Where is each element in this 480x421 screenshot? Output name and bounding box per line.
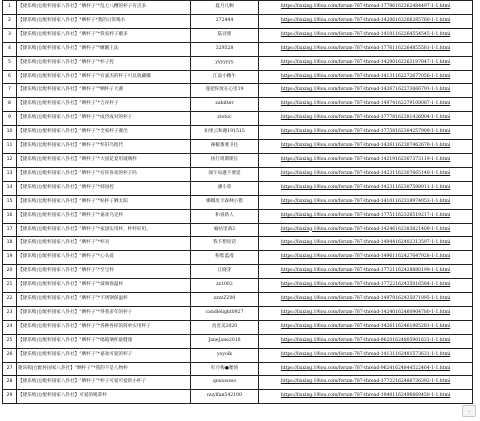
post-link[interactable]: https://lixxing.19lou.com/forum-787-thread-17761162264855581-1-1.html — [259, 42, 473, 56]
table-row — [3, 279, 473, 293]
post-author: 我不想说话 — [191, 237, 259, 251]
post-title: 【捷乐购|仓配杯国家八卦社】“晒杯子”*玻璃保温杯 — [17, 279, 191, 293]
post-link[interactable]: https://lixxing.19lou.com/forum-787-thread-14246162383821409-1-1.html — [259, 223, 473, 237]
row-index: 3 — [3, 28, 17, 42]
table-row — [3, 265, 473, 279]
post-author: 潘小荣 — [191, 181, 259, 195]
post-link[interactable]: https://lixxing.19lou.com/forum-787-thread-14961162427047928-1-1.html — [259, 251, 473, 265]
post-link[interactable]: https://lixxing.19lou.com/forum-787-thread-14261162461985281-1-1.html — [259, 320, 473, 334]
post-author: 江晓芽 — [191, 265, 259, 279]
post-title: 【捷乐购|仓配杯国家八卦社】*晒杯子*我的日常喝水 — [17, 14, 191, 28]
post-link[interactable]: https://lixxing.19lou.com/forum-787-thread-14101162318974053-1-1.html — [259, 195, 473, 209]
table-row — [3, 28, 473, 42]
post-title: 【捷乐购|仓配杯国家八卦社】“晒杯子”*贴杯子晒太阳 — [17, 195, 191, 209]
post-author: 陆诗蕾 — [191, 28, 259, 42]
post-link[interactable]: https://lixxing.19lou.com/forum-787-thread-17722162435016584-1-1.html — [259, 279, 473, 293]
post-author: 端午每逢不要追 — [191, 167, 259, 181]
table-row — [3, 251, 473, 265]
post-author: qnuuwsso — [191, 376, 259, 390]
post-author: 如果云和谢191515 — [191, 126, 259, 140]
post-link[interactable]: https://lixxing.19lou.com/forum-787-thread-14101162264554545-1-1.html — [259, 28, 473, 42]
post-title: 【捷乐购|仓配杯国家八卦社】“晒杯子”*吉祥杯子 — [17, 98, 191, 112]
post-author: 272444 — [191, 14, 259, 28]
table-row — [3, 320, 473, 334]
table-row — [3, 153, 473, 167]
post-link[interactable]: https://lixxing.19lou.com/forum-787-thread-14979162435071995-1-1.html — [259, 293, 473, 307]
post-link[interactable]: https://lixxing.19lou.com/forum-787-thread-17722162486736392-1-1.html — [259, 376, 473, 390]
post-author: zz1002 — [191, 279, 259, 293]
table-row — [3, 376, 473, 390]
table-row — [3, 195, 473, 209]
post-link[interactable]: https://lixxing.19lou.com/forum-787-thread-17721162428880199-1-1.html — [259, 265, 473, 279]
post-link[interactable]: https://lixxing.19lou.com/forum-787-thread-17758162304257909-1-1.html — [259, 126, 473, 140]
post-link[interactable]: https://lixxing.19lou.com/forum-787-thread-14231162307665140-1-1.html — [259, 167, 473, 181]
post-title: 【捷乐购|仓配杯国家八卦社】“晒杯子”*睡醒王法 — [17, 42, 191, 56]
post-link[interactable]: https://lixxing.19lou.com/forum-787-thread-14974162279108087-1-1.html — [259, 98, 473, 112]
row-index: 1 — [3, 1, 17, 15]
table-row — [3, 84, 473, 98]
row-index: 2 — [3, 14, 17, 28]
post-author: yyyyyyy — [191, 56, 259, 70]
table-row — [3, 167, 473, 181]
row-index: 10 — [3, 126, 17, 140]
post-title: 【捷乐购|仓配杯国家八卦社】“晒杯子”*杯具 — [17, 237, 191, 251]
post-link[interactable]: https://lixxing.19lou.com/forum-787-thread-17786162262484497-1-1.html — [259, 1, 473, 15]
table-row — [3, 42, 473, 56]
table-row — [3, 14, 473, 28]
post-title: 【捷乐购|仓配杯国家八卦社】“晒杯子”*各种各样的简单实用杯子 — [17, 320, 191, 334]
post-title: 【捷乐购|仓配杯国家八卦社】“晒杯子”*杯子控 — [17, 56, 191, 70]
table-row — [3, 126, 473, 140]
row-index: 26 — [3, 348, 17, 362]
post-title: 【捷乐购|仓配杯国家八卦社】“晒杯子”*至宝杯 — [17, 265, 191, 279]
post-author: yoyolk — [191, 348, 259, 362]
table-row — [3, 223, 473, 237]
post-link[interactable]: https://lixxing.19lou.com/forum-787-thread-14261162307462670-1-1.html — [259, 140, 473, 154]
table-row — [3, 334, 473, 348]
row-index: 23 — [3, 306, 17, 320]
row-index: 28 — [3, 376, 17, 390]
row-index: 18 — [3, 237, 17, 251]
post-link[interactable]: https://lixxing.19lou.com/forum-787-thread-14944162402313597-1-1.html — [259, 237, 473, 251]
post-title: 【捷乐购|仓配杯国家八卦社】“晒杯子”*韩国控 — [17, 181, 191, 195]
row-index: 19 — [3, 251, 17, 265]
row-index: 22 — [3, 293, 17, 307]
post-title: 【捷乐购|仓配杯国家八卦社】“晒杯子”*大国花宴用玻璃杯 — [17, 153, 191, 167]
post-link[interactable]: https://lixxing.19lou.com/forum-787-thread-14206163266285760-1-1.html — [259, 14, 473, 28]
table-row — [3, 70, 473, 84]
post-author: 喻咕里萌2 — [191, 223, 259, 237]
post-link[interactable]: https://lixxing.19lou.com/forum-787-thread-14231162307598911-1-1.html — [259, 181, 473, 195]
row-index: 20 — [3, 265, 17, 279]
post-title: 【捷乐购|仓配杯国家八卦社】“晒杯子”*杯子可爱可爱的小杯子 — [17, 376, 191, 390]
post-link[interactable]: https://lixxing.19lou.com/forum-787-thread-19401162496669450-1-1.html — [259, 390, 473, 404]
table-row — [3, 306, 473, 320]
row-index: 13 — [3, 167, 17, 181]
post-author: zabitter — [191, 98, 259, 112]
post-author: 夏月儿啊 — [191, 1, 259, 15]
post-author: 辣椒番薯卫往 — [191, 140, 259, 154]
post-title: 【捷乐购|仓配杯国家八卦社】“晒杯子”*家国实用杯，杯杯好用。 — [17, 223, 191, 237]
post-author: nuylfan542100 — [191, 390, 259, 404]
row-index: 11 — [3, 140, 17, 154]
post-link[interactable]: https://lixxing.19lou.com/forum-787-thread-17778162281426004-1-1.html — [259, 112, 473, 126]
table-body — [3, 1, 473, 404]
post-link[interactable]: https://lixxing.19lou.com/forum-787-thread-14290162263197847-1-1.html — [259, 56, 473, 70]
table-row — [3, 56, 473, 70]
post-link[interactable]: https://lixxing.19lou.com/forum-787-thread-14131162481573631-1-1.html — [259, 348, 473, 362]
post-title: 【捷乐购|仓配杯国家八卦社】“晒杯子”*不锈钢保温杯 — [17, 293, 191, 307]
post-author: 和睿新人 — [191, 209, 259, 223]
post-title: 【捷乐购|仓配杯国家八卦社】“晒杯子”*喝玻璃杯最健康 — [17, 334, 191, 348]
post-author: 执行周期斯长 — [191, 153, 259, 167]
post-author: zzzzZ200 — [191, 293, 259, 307]
table-row — [3, 140, 473, 154]
row-index: 6 — [3, 70, 17, 84]
post-author: 粉紫蓝漫 — [191, 251, 259, 265]
row-index: 8 — [3, 98, 17, 112]
post-title: 【捷乐购|仓配杯国家八卦社】可爱的喝掌杯 — [17, 390, 191, 404]
table-row — [3, 98, 473, 112]
post-title: 【捷乐购|仓配杯国家八卦社】“晒杯子”*有嘉杰的杯子可以收藏哦 — [17, 70, 191, 84]
post-author: ztotoc — [191, 112, 259, 126]
post-title: 【捷乐购|仓配杯国家八卦社】“晒杯子”*我家杯子蘑多 — [17, 28, 191, 42]
post-link[interactable]: https://lixxing.19lou.com/forum-787-thread-14219162307373119-1-1.html — [259, 153, 473, 167]
post-title: 【捷乐购|仓配杯国家八卦社】“晒杯子”*心头爱 — [17, 251, 191, 265]
post-author: 329528 — [191, 42, 259, 56]
row-index: 25 — [3, 334, 17, 348]
post-author: 红月梅●雅情 — [191, 362, 259, 376]
scroll-indicator[interactable]: ⌄ — [462, 405, 476, 417]
post-author: JaneJane2016 — [191, 334, 259, 348]
row-index: 7 — [3, 84, 17, 98]
post-link[interactable]: https://lixxing.19lou.com/forum-787-thread-17751162326519217-1-1.html — [259, 209, 473, 223]
post-author: 江南小精牛 — [191, 70, 259, 84]
row-index: 5 — [3, 56, 17, 70]
post-title: 【捷乐购|仓配杯国家八卦社】“晒杯子”*全家杯子赛出 — [17, 126, 191, 140]
table-row — [3, 362, 473, 376]
post-title: 捷乐购|仓配杯国家八卦社】“晒杯子”*我的不是人物杯 — [17, 362, 191, 376]
post-title: 【捷乐购|仓配杯国家八卦社】“晒杯子”*成咨成对的杯子 — [17, 112, 191, 126]
post-title: 【捷乐购|仓配杯国家八卦社】“晒杯子”*晒杯子大赛 — [17, 84, 191, 98]
row-index: 16 — [3, 209, 17, 223]
table-row — [3, 237, 473, 251]
post-link[interactable]: https://lixxing.19lou.com/forum-787-thread-96201624805901631-1-1.html — [259, 334, 473, 348]
post-author: 真善美2020 — [191, 320, 259, 334]
post-author: candlelight0927 — [191, 306, 259, 320]
row-index: 27 — [3, 362, 17, 376]
row-index: 14 — [3, 181, 17, 195]
post-link[interactable]: https://lixxing.19lou.com/forum-787-thread-96241624844522464-1-1.html — [259, 362, 473, 376]
post-title: 【捷乐购|仓配杯国家八卦社】“晒杯子”*嘉欢可爱的杯子 — [17, 348, 191, 362]
post-link[interactable]: https://lixxing.19lou.com/forum-787-thread-14240162460904780-1-1.html — [259, 306, 473, 320]
post-title: 【捷乐购|仓配杯国家八卦社】“晒杯子”*怀旧乌程代 — [17, 140, 191, 154]
row-index: 29 — [3, 390, 17, 404]
post-link[interactable]: https://lixxing.19lou.com/forum-787-thread-14131162272677056-1-1.html — [259, 70, 473, 84]
row-index: 4 — [3, 42, 17, 56]
table-row — [3, 1, 473, 15]
table-row — [3, 112, 473, 126]
post-author: 娜娜皮卡森林小猎 — [191, 195, 259, 209]
link-table — [2, 0, 473, 404]
post-link[interactable]: https://lixxing.19lou.com/forum-787-thread-14267162273666791-1-1.html — [259, 84, 473, 98]
row-index: 24 — [3, 320, 17, 334]
post-title: 【捷乐购|仓配杯国家八卦社】“晒杯子”*嘉欢乌克杯 — [17, 209, 191, 223]
row-index: 12 — [3, 153, 17, 167]
row-index: 9 — [3, 112, 17, 126]
post-author: 谨把你放在心里19 — [191, 84, 259, 98]
table-row — [3, 390, 473, 404]
table-row — [3, 293, 473, 307]
post-title: 【捷乐购|仓配杯国家八卦社】“晒杯子”*乱七八糟的杯子有点多 — [17, 1, 191, 15]
table-row — [3, 181, 473, 195]
row-index: 21 — [3, 279, 17, 293]
table-row — [3, 348, 473, 362]
table-row — [3, 209, 473, 223]
row-index: 17 — [3, 223, 17, 237]
post-title: 【捷乐购|仓配杯国家八卦社】“晒杯子”*得我多年的杯子 — [17, 306, 191, 320]
row-index: 15 — [3, 195, 17, 209]
post-title: 【捷乐购|仓配杯国家八卦社】“晒杯子”*有你喜欢的杯子吗 — [17, 167, 191, 181]
